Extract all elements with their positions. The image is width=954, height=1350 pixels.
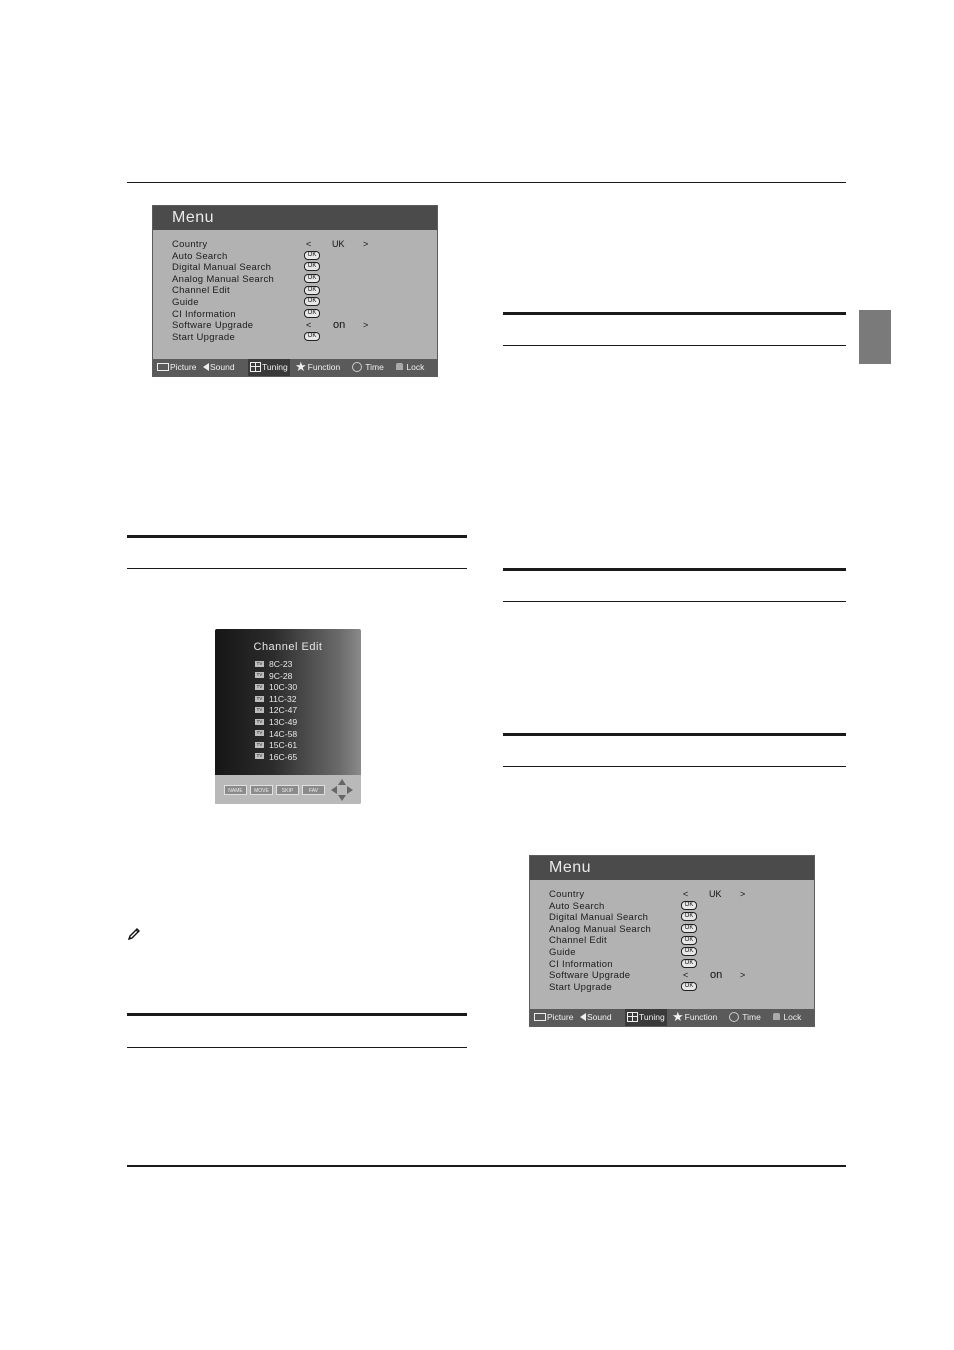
ok-button[interactable]: OK <box>304 332 320 341</box>
list-item[interactable]: TV 8C-23 <box>256 659 293 669</box>
country-value: UK <box>709 889 722 899</box>
section-rule-bottom <box>503 601 846 602</box>
ok-button[interactable]: OK <box>304 251 320 260</box>
grid-icon <box>627 1012 638 1022</box>
section-rule-bottom <box>503 766 846 767</box>
menu-item-guide[interactable]: Guide <box>172 296 199 308</box>
ok-button[interactable]: OK <box>681 901 697 910</box>
move-button[interactable]: MOVE <box>250 785 273 795</box>
tab-tuning[interactable]: Tuning <box>248 359 290 376</box>
menu-item-digital-manual-search[interactable]: Digital Manual Search <box>172 262 272 274</box>
list-item[interactable]: TV 14C-58 <box>256 728 298 739</box>
tab-lock[interactable]: Lock <box>773 1009 801 1026</box>
menu-items <box>549 889 651 993</box>
menu-items <box>172 239 274 343</box>
tv-icon: TV <box>256 730 263 736</box>
menu-item-auto-search[interactable]: Auto Search <box>549 900 605 912</box>
menu-item-analog-manual-search[interactable]: Analog Manual Search <box>549 923 652 935</box>
software-upgrade-value: on <box>333 319 346 332</box>
tv-icon: TV <box>256 660 263 666</box>
arrow-up-icon <box>338 779 346 785</box>
section-rule-bottom <box>503 345 846 346</box>
ok-button[interactable]: OK <box>304 274 320 283</box>
menu-item-ci-information[interactable]: CI Information <box>172 308 236 320</box>
section-rule-bottom <box>127 1047 467 1048</box>
tab-lock[interactable]: Lock <box>396 359 424 376</box>
tab-picture[interactable]: Picture <box>534 1009 573 1026</box>
menu-title: Menu <box>530 856 814 880</box>
menu-item-guide[interactable]: Guide <box>549 946 576 958</box>
arrow-right-icon[interactable]: > <box>740 970 746 981</box>
ok-button[interactable]: OK <box>681 936 697 945</box>
menu-item-country[interactable]: Country <box>172 239 208 250</box>
star-icon: ★ <box>672 1008 684 1024</box>
pencil-note-icon <box>127 927 141 941</box>
section-rule-bottom <box>127 568 467 569</box>
list-item[interactable]: TV 10C-30 <box>256 682 298 693</box>
menu-item-start-upgrade[interactable]: Start Upgrade <box>549 981 613 993</box>
arrow-right-icon[interactable]: > <box>363 320 369 331</box>
list-item[interactable]: TV 9C-28 <box>256 670 293 681</box>
section-rule-top <box>503 733 846 736</box>
menu-item-analog-manual-search[interactable]: Analog Manual Search <box>172 273 275 285</box>
arrow-right-icon[interactable]: > <box>740 889 746 899</box>
tv-icon: TV <box>256 683 263 689</box>
tab-sound[interactable]: Sound <box>203 359 235 376</box>
menu-item-channel-edit[interactable]: Channel Edit <box>172 285 230 297</box>
tab-sound[interactable]: Sound <box>580 1009 612 1026</box>
arrow-right-icon <box>347 786 353 794</box>
menu-item-digital-manual-search[interactable]: Digital Manual Search <box>549 912 649 924</box>
list-item[interactable]: TV 11C-32 <box>256 693 297 704</box>
ok-button[interactable]: OK <box>304 309 320 318</box>
tv-icon: TV <box>256 672 263 678</box>
speaker-icon <box>203 363 209 371</box>
country-value: UK <box>332 239 345 249</box>
menu-item-software-upgrade[interactable]: Software Upgrade <box>549 970 631 982</box>
section-rule-top <box>503 312 846 315</box>
tab-tuning[interactable]: Tuning <box>625 1009 667 1026</box>
menu-tab-bar <box>530 1009 814 1026</box>
menu-values <box>681 889 761 993</box>
section-rule-top <box>127 535 467 538</box>
skip-button[interactable]: SKIP <box>276 785 299 795</box>
section-rule-top <box>127 1013 467 1016</box>
tab-function[interactable]: ★Function <box>672 1008 718 1024</box>
fav-button[interactable]: FAV <box>302 785 325 795</box>
menu-tab-bar <box>153 359 437 376</box>
ok-button[interactable]: OK <box>681 947 697 956</box>
tab-time[interactable]: Time <box>352 359 384 376</box>
arrow-left-icon <box>331 786 337 794</box>
tv-icon: TV <box>256 741 263 747</box>
ok-button[interactable]: OK <box>304 297 320 306</box>
tab-function[interactable]: ★Function <box>295 358 341 374</box>
tuning-menu-screen <box>152 205 438 377</box>
arrow-down-icon <box>338 795 346 801</box>
speaker-icon <box>580 1013 586 1021</box>
header-rule <box>127 182 846 183</box>
lock-icon <box>773 1013 780 1020</box>
channel-edit-screen <box>215 629 361 804</box>
menu-item-ci-information[interactable]: CI Information <box>549 958 613 970</box>
ok-button[interactable]: OK <box>681 959 697 968</box>
channel-edit-title: Channel Edit <box>253 641 323 653</box>
tv-icon: TV <box>256 695 263 701</box>
clock-icon <box>352 362 362 372</box>
star-icon: ★ <box>295 358 307 374</box>
picture-icon <box>157 363 169 371</box>
menu-item-country[interactable]: Country <box>549 889 585 900</box>
ok-button[interactable]: OK <box>681 924 697 933</box>
tv-icon: TV <box>256 718 263 724</box>
menu-item-start-upgrade[interactable]: Start Upgrade <box>172 331 236 343</box>
menu-item-channel-edit[interactable]: Channel Edit <box>549 935 607 947</box>
arrow-left-icon[interactable]: < <box>306 320 312 331</box>
grid-icon <box>250 362 261 372</box>
name-button[interactable]: NAME <box>224 785 247 795</box>
picture-icon <box>534 1013 546 1021</box>
software-upgrade-value: on <box>710 969 723 982</box>
ok-button[interactable]: OK <box>681 982 697 991</box>
list-item[interactable]: TV 12C-47 <box>256 705 298 716</box>
direction-pad-icon <box>331 779 353 801</box>
menu-item-software-upgrade[interactable]: Software Upgrade <box>172 320 254 332</box>
list-item[interactable]: TV 16C-65 <box>256 751 298 762</box>
list-item[interactable]: TV 13C-49 <box>256 716 298 727</box>
ok-button[interactable]: OK <box>304 286 320 295</box>
footer-rule <box>127 1165 846 1167</box>
tv-icon: TV <box>256 707 263 713</box>
arrow-left-icon[interactable]: < <box>306 239 312 249</box>
list-item[interactable]: TV 15C-61 <box>256 740 298 751</box>
menu-values <box>304 239 384 343</box>
menu-title: Menu <box>153 206 437 230</box>
ok-button[interactable]: OK <box>304 262 320 271</box>
arrow-left-icon[interactable]: < <box>683 970 689 981</box>
tab-picture[interactable]: Picture <box>157 359 196 376</box>
tuning-menu-screen <box>529 855 815 1027</box>
menu-item-auto-search[interactable]: Auto Search <box>172 250 228 262</box>
arrow-right-icon[interactable]: > <box>363 239 369 249</box>
channel-edit-button-bar <box>215 775 361 804</box>
tv-icon: TV <box>256 753 263 759</box>
tab-time[interactable]: Time <box>729 1009 761 1026</box>
arrow-left-icon[interactable]: < <box>683 889 689 899</box>
ok-button[interactable]: OK <box>681 912 697 921</box>
channel-list <box>255 659 297 763</box>
section-rule-top <box>503 568 846 571</box>
section-side-tab <box>859 310 891 364</box>
lock-icon <box>396 363 403 370</box>
clock-icon <box>729 1012 739 1022</box>
